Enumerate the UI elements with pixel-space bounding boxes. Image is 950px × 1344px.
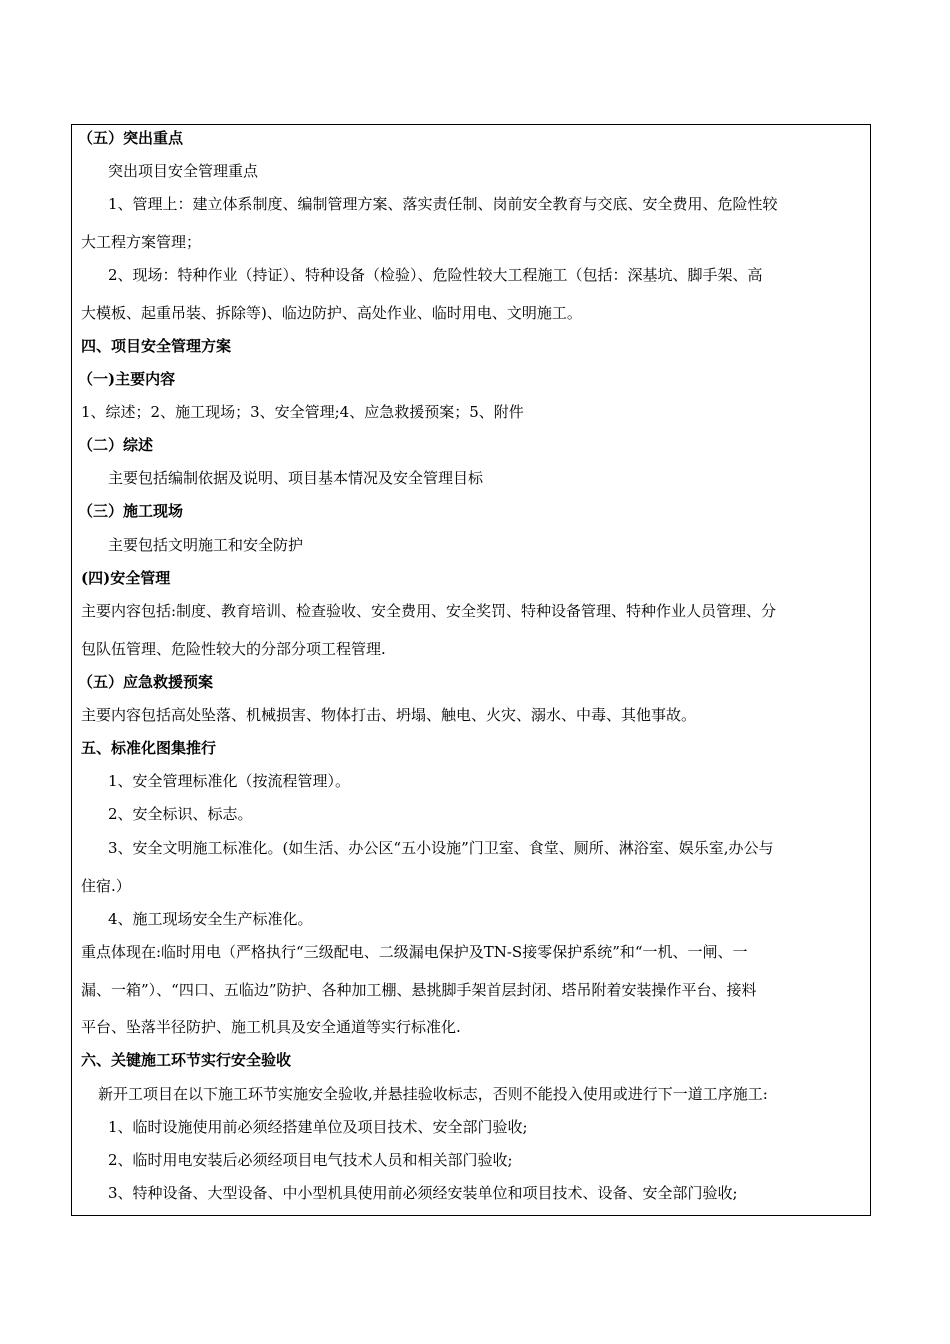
list-item: 3、安全文明施工标准化。(如生活、办公区“五小设施”门卫室、食堂、厕所、淋浴室、娱乐室,办公与	[108, 839, 774, 857]
paragraph: 包队伍管理、危险性较大的分部分项工程管理.	[81, 640, 386, 658]
list-item: 1、安全管理标准化（按流程管理）。	[108, 772, 351, 790]
paragraph: 1、管理上：建立体系制度、编制管理方案、落实责任制、岗前安全教育与交底、安全费用、危险性较	[108, 195, 778, 213]
paragraph: 主要包括编制依据及说明、项目基本情况及安全管理目标	[108, 469, 484, 487]
subsection-5-title: （五）应急救援预案	[78, 673, 214, 691]
section-5-highlight-title: （五）突出重点	[78, 129, 184, 147]
section-6-title: 六、关键施工环节实行安全验收	[81, 1051, 292, 1069]
paragraph: 住宿.）	[81, 877, 131, 895]
section-4-title: 四、项目安全管理方案	[81, 337, 232, 355]
paragraph: 1、综述；2、施工现场；3、安全管理;4、应急救援预案；5、附件	[81, 403, 524, 421]
paragraph: 主要内容包括高处坠落、机械损害、物体打击、坍塌、触电、火灾、溺水、中毒、其他事故。	[81, 706, 697, 724]
subsection-4-title: (四)安全管理	[81, 569, 171, 587]
list-item: 2、安全标识、标志。	[108, 805, 253, 823]
paragraph: 新开工项目在以下施工环节实施安全验收,并悬挂验收标志，否则不能投入使用或进行下一道工序施工:	[98, 1085, 768, 1103]
list-item: 1、临时设施使用前必须经搭建单位及项目技术、安全部门验收;	[108, 1118, 528, 1136]
subsection-2-title: （二）综述	[78, 436, 154, 454]
paragraph: 主要包括文明施工和安全防护	[108, 536, 304, 554]
paragraph: 大工程方案管理；	[81, 233, 202, 251]
subsection-1-title: （一)主要内容	[78, 370, 176, 388]
paragraph: 突出项目安全管理重点	[108, 162, 259, 180]
paragraph: 主要内容包括:制度、教育培训、检查验收、安全费用、安全奖罚、特种设备管理、特种作业人员管理、分	[81, 602, 777, 620]
paragraph: 平台、坠落半径防护、施工机具及安全通道等实行标准化.	[81, 1018, 461, 1036]
subsection-3-title: （三）施工现场	[78, 502, 184, 520]
list-item: 3、特种设备、大型设备、中小型机具使用前必须经安装单位和项目技术、设备、安全部门验收;	[108, 1184, 738, 1202]
paragraph: 2、现场：特种作业（持证）、特种设备（检验）、危险性较大工程施工（包括：深基坑、脚手架、高	[108, 266, 763, 284]
paragraph: 漏、一箱”）、“四口、五临边”防护、各种加工棚、悬挑脚手架首层封闭、塔吊附着安装操作平台、接料	[81, 981, 757, 999]
paragraph: 大模板、起重吊装、拆除等)、临边防护、高处作业、临时用电、文明施工。	[81, 304, 582, 322]
paragraph: 重点体现在:临时用电（严格执行“三级配电、二级漏电保护及TN-S接零保护系统”和“一机、一闸、一	[81, 943, 748, 961]
section-5-title: 五、标准化图集推行	[81, 739, 217, 757]
list-item: 2、临时用电安装后必须经项目电气技术人员和相关部门验收;	[108, 1151, 513, 1169]
list-item: 4、施工现场安全生产标准化。	[108, 910, 313, 928]
